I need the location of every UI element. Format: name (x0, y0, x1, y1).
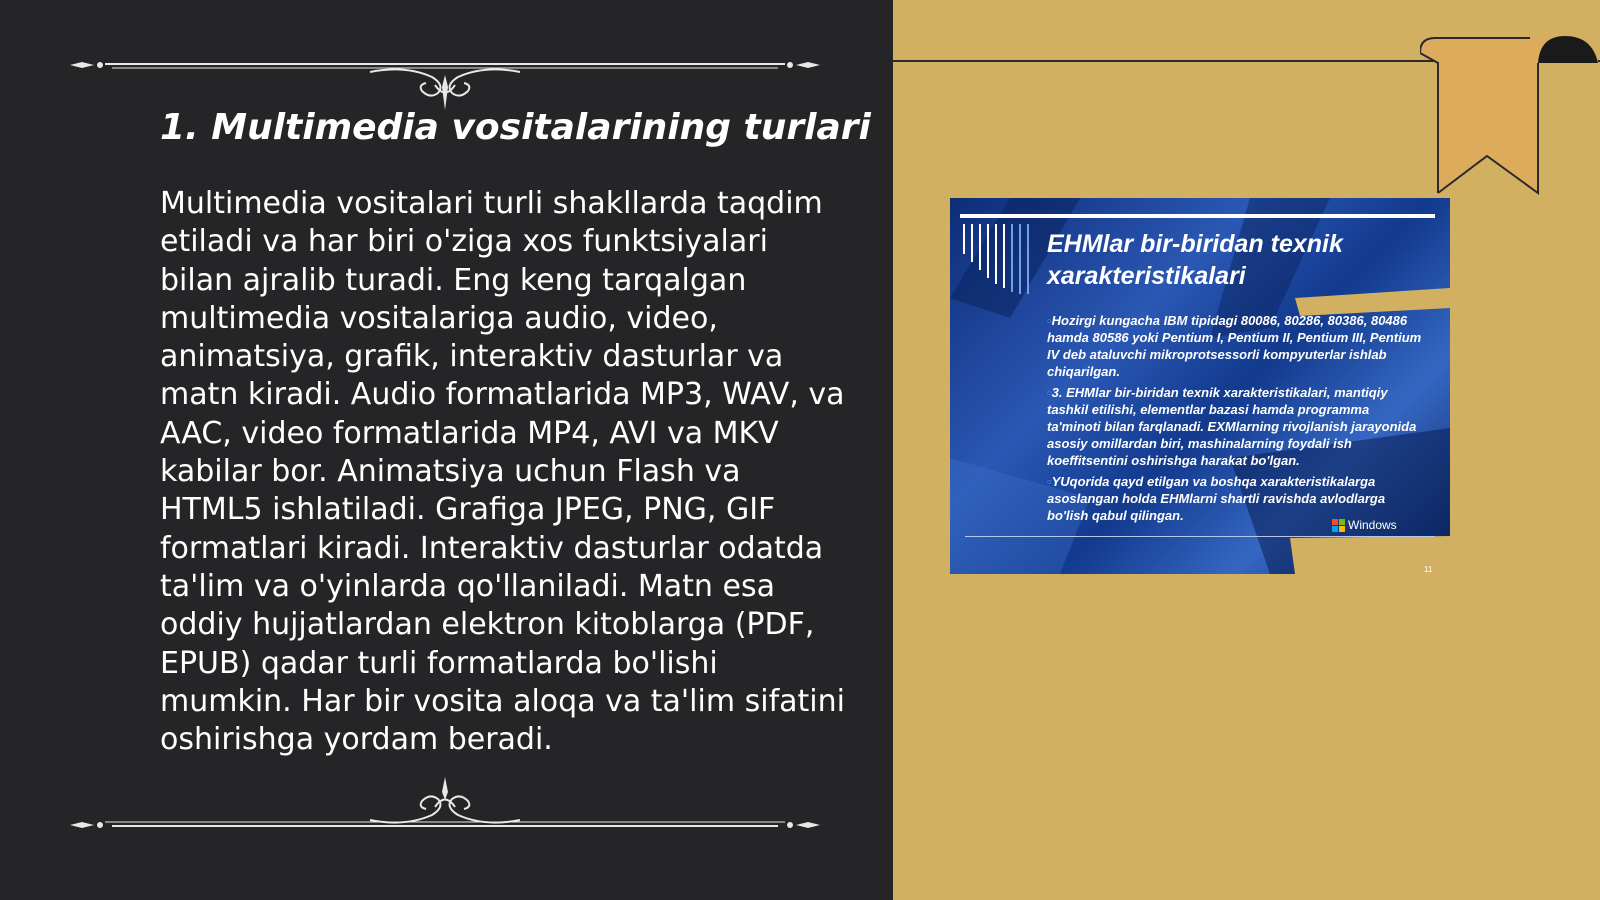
bullet-icon: ▫ (1047, 385, 1052, 400)
stripes-icon (960, 224, 1035, 294)
embedded-page-number: 11 (1424, 565, 1433, 574)
bullet-icon: ▫ (1047, 313, 1052, 328)
windows-flag-icon (1332, 519, 1345, 532)
bookmark-ribbon-icon (1420, 28, 1600, 203)
slide-body-text: Multimedia vositalari turli shakllarda taqdim etiladi va har biri o'ziga xos funktsiyalari bilan ajralib turadi. Eng keng tarqalgan multimedia vositalariga audio, video, animatsiya, grafik, interaktiv dasturlar va matn kiradi. Audio formatlarida MP3, WAV, va AAC, video formatlarida MP4, AVI va MKV kabilar bor. Animatsiya uchun Flash va HTML5 ishlatiladi. Grafiga JPEG, PNG, GIF formatlari kiradi. Interaktiv dasturlar odatda ta'lim va o'yinlarda qo'llaniladi. Matn esa oddiy hujjatlardan elektron kitoblarga (PDF, EPUB) qadar turli formatlarda bo'lishi mumkin. Har bir vosita aloqa va ta'lim sifatini oshirishga yordam beradi. (160, 186, 845, 758)
embedded-paragraph: ▫Hozirgi kungacha IBM tipidagi 80086, 80286, 80386, 80486 hamda 80586 yoki Pentium I, Pentium II, Pentium III, Pentium IV deb ataluvchi mikroprotsessorli kompyuterlar ishlab chiqarilgan. (1047, 313, 1422, 379)
embedded-paragraph: ▫3. EHMlar bir-biridan texnik xarakteristikalari, mantiqiy tashkil etilishi, elementlar bazasi hamda programma ta'minoti bilan farqlanadi. EXMlarning rivojlanish jarayonida asosiy omillardan biri, mashinalarning foydali ish koeffitsentini oshirishga harakat bo'lgan. (1047, 385, 1417, 468)
bullet-icon: ▫ (1047, 474, 1052, 489)
embedded-slide-image (950, 198, 1450, 574)
embedded-paragraph: ▫YUqorida qayd etilgan va boshqa xarakteristikalarga asoslangan holda EHMlarni shartli ravishda avlodlarga bo'lish qabul qilingan. (1047, 474, 1386, 523)
embedded-slide-title: EHMlar bir-biridan texnik xarakteristikalari (1047, 230, 1343, 290)
windows-label: Windows (1348, 518, 1397, 532)
slide-top-bar (960, 214, 1435, 218)
windows-logo (1332, 517, 1397, 533)
slide-bottom-line (965, 536, 1435, 537)
slide-title: 1. Multimedia vositalarining turlari (160, 107, 871, 148)
embedded-slide-paragraphs (1047, 312, 1422, 528)
ornamental-divider-bottom-icon (60, 770, 830, 840)
